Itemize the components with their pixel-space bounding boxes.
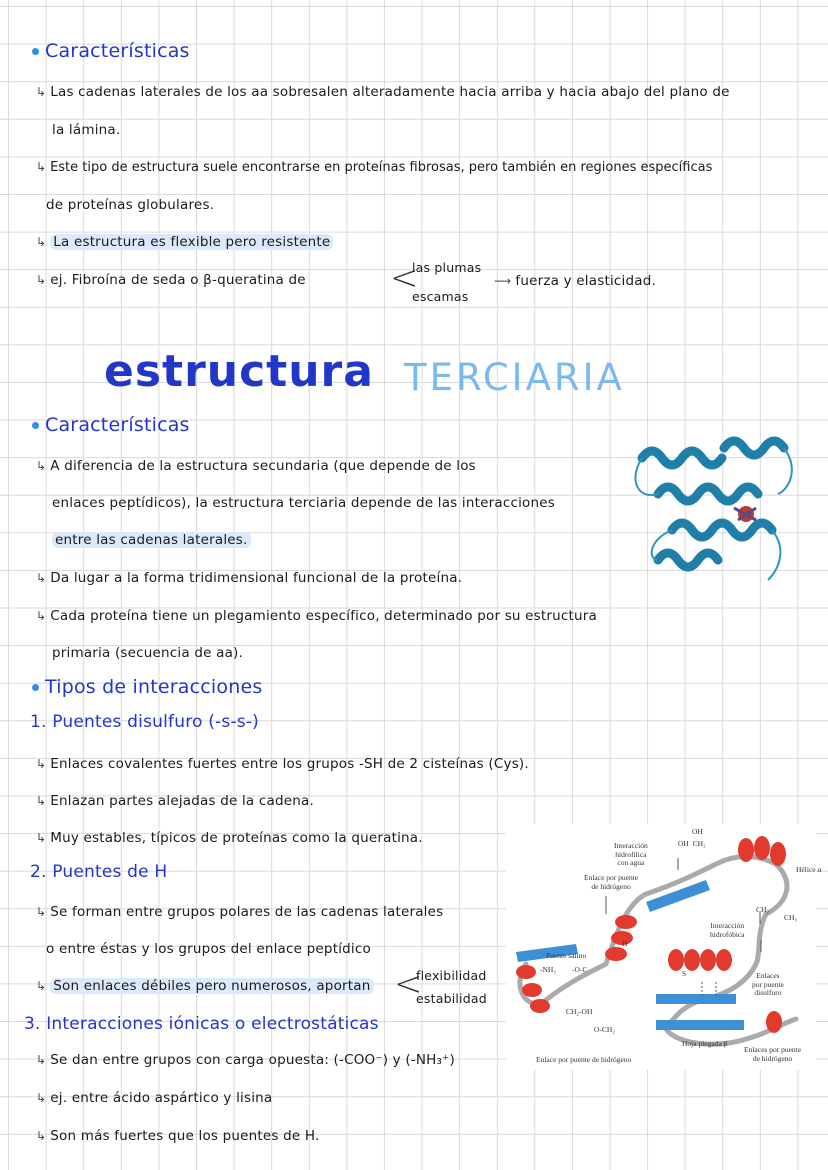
arrow-icon: ↳ xyxy=(36,794,47,808)
interactions-figure xyxy=(506,824,822,1070)
ribbon-helix xyxy=(642,451,722,465)
t3-line3: ↳ Son más fuertes que los puentes de H. xyxy=(36,1128,320,1144)
interaction-type-1: 1. Puentes disulfuro (-s-s-) xyxy=(30,712,259,732)
arrow-icon: ↳ xyxy=(36,571,47,585)
label-hbond-top: Enlace por puente de hidrógeno xyxy=(584,873,639,891)
t2-line1: ↳ Se forman entre grupos polares de las cadenas laterales xyxy=(36,904,444,920)
section2-line6: primaria (secuencia de aa). xyxy=(52,645,244,661)
helix-coil xyxy=(716,949,732,971)
brace-top-text: flexibilidad xyxy=(416,968,487,983)
section2-line5: ↳ Cada proteína tiene un plegamiento específico, determinado por su estructura xyxy=(36,608,598,624)
section1-heading: Características xyxy=(32,40,190,62)
section1-line6: ↳ ej. Fibroína de seda o β-queratina de xyxy=(36,272,306,288)
arrow-icon: ↳ xyxy=(36,160,47,174)
arrow-icon: ↳ xyxy=(36,979,47,993)
helix-coil xyxy=(605,947,627,961)
helix-coil xyxy=(770,842,786,866)
section1-line1: ↳ Las cadenas laterales de los aa sobresalen alteradamente hacia arriba y hacia abajo del plano de xyxy=(36,84,730,100)
section2-line3: entre las cadenas laterales. xyxy=(52,532,251,548)
section2-line1: ↳ A diferencia de la estructura secundaria (que depende de los xyxy=(36,458,476,474)
brace-result: ⟶ fuerza y elasticidad. xyxy=(494,273,656,289)
section1-line5: ↳ La estructura es flexible pero resistente xyxy=(36,234,333,250)
helix-coil xyxy=(522,983,542,997)
label-sheet: Hoja plegada β xyxy=(682,1039,728,1048)
arrow-icon: ↳ xyxy=(36,905,47,919)
helix-coil xyxy=(754,836,770,860)
helix-coil xyxy=(700,949,716,971)
page-title: estructura xyxy=(104,346,374,397)
beta-strand xyxy=(656,994,736,1004)
label-ch2oh: CH₂-OH xyxy=(566,1007,593,1016)
section1-line4: de proteínas globulares. xyxy=(46,197,215,213)
arrow-icon: ↳ xyxy=(36,1091,47,1105)
label-coo: -O-C xyxy=(572,965,588,974)
section3-heading: Tipos de interacciones xyxy=(32,676,262,698)
arrow-icon: ↳ xyxy=(36,459,47,473)
helix-group xyxy=(516,836,786,1033)
arrow-right-icon: ⟶ xyxy=(494,274,512,288)
arrow-icon: ↳ xyxy=(36,831,47,845)
beta-strand xyxy=(656,1020,744,1030)
label-h: H xyxy=(622,939,628,948)
section1-line2: la lámina. xyxy=(52,122,121,138)
bullet-dot-icon xyxy=(32,48,39,55)
ribbon-helix xyxy=(658,553,718,567)
label-hydrophobic: Interacción hidrofóbica xyxy=(710,921,745,939)
label-hydrophilic: Interacción hidrofílica con agua xyxy=(614,841,648,868)
helix-coil xyxy=(668,949,684,971)
t2-line3: ↳ Son enlaces débiles pero numerosos, aportan xyxy=(36,978,374,994)
section2-heading: Características xyxy=(32,414,190,436)
label-helix: Hélice α xyxy=(796,865,822,874)
dashed-bond xyxy=(702,982,716,996)
t1-line3: ↳ Muy estables, típicos de proteínas como la queratina. xyxy=(36,830,423,846)
interaction-type-3: 3. Interacciones iónicas o electrostáticas xyxy=(24,1014,379,1034)
label-och2: O-CH₂ xyxy=(594,1025,615,1034)
ribbon-loop xyxy=(768,530,780,580)
brace-icon: < xyxy=(390,258,419,298)
page-title-secondary: TERCIARIA xyxy=(404,356,625,399)
label-oh-ch2: OH CH₂ xyxy=(678,839,706,848)
arrow-icon: ↳ xyxy=(36,757,47,771)
interaction-type-2: 2. Puentes de H xyxy=(30,862,168,882)
brace-bottom-text: escamas xyxy=(412,289,469,304)
t3-line1: ↳ Se dan entre grupos con carga opuesta: (-COO⁻) y (-NH₃⁺) xyxy=(36,1052,455,1068)
label-ch2: CH₂ xyxy=(756,905,770,914)
ribbon-loop xyxy=(635,458,658,495)
section2-line4: ↳ Da lugar a la forma tridimensional funcional de la proteína. xyxy=(36,570,463,586)
section1-line3: ↳ Este tipo de estructura suele encontrarse en proteínas fibrosas, pero también en regiones específicas xyxy=(36,160,713,175)
t3-line2: ↳ ej. entre ácido aspártico y lisina xyxy=(36,1090,273,1106)
helix-coil xyxy=(530,999,550,1013)
label-hbond-bottom: Enlace por puente de hidrógeno xyxy=(536,1055,632,1064)
brace-bottom-text: estabilidad xyxy=(416,991,487,1006)
brace-top-text: las plumas xyxy=(412,260,482,275)
bullet-dot-icon xyxy=(32,684,39,691)
bullet-dot-icon xyxy=(32,422,39,429)
arrow-icon: ↳ xyxy=(36,85,47,99)
ribbon-loop xyxy=(778,448,792,494)
label-disulfide: Enlaces por puente disulfuro xyxy=(752,971,784,998)
label-hbond-right: Enlaces por puente de hidrógeno xyxy=(744,1045,802,1063)
label-salt: Puente salino xyxy=(546,951,587,960)
beta-strand xyxy=(646,880,710,912)
helix-coil xyxy=(516,965,536,979)
section2-line2: enlaces peptídicos), la estructura terciaria depende de las interacciones xyxy=(52,495,555,511)
helix-coil xyxy=(766,1011,782,1033)
ribbon-helix xyxy=(724,441,784,455)
ribbon-helix xyxy=(672,523,772,537)
brace-icon: < xyxy=(394,964,423,1004)
arrow-icon: ↳ xyxy=(36,235,47,249)
t1-line2: ↳ Enlazan partes alejadas de la cadena. xyxy=(36,793,314,809)
helix-coil xyxy=(684,949,700,971)
t2-line2: o entre éstas y los grupos del enlace peptídico xyxy=(46,941,371,957)
label-oh: OH xyxy=(692,827,703,836)
t1-line1: ↳ Enlaces covalentes fuertes entre los grupos -SH de 2 cisteínas (Cys). xyxy=(36,756,529,772)
label-nh3: -NH₃ xyxy=(540,965,556,974)
label-ch3: CH₃ xyxy=(784,913,798,922)
helix-coil xyxy=(738,838,754,862)
arrow-icon: ↳ xyxy=(36,1129,47,1143)
arrow-icon: ↳ xyxy=(36,273,47,287)
interactions-diagram xyxy=(506,824,816,1070)
helix-coil xyxy=(615,915,637,929)
arrow-icon: ↳ xyxy=(36,1053,47,1067)
arrow-icon: ↳ xyxy=(36,609,47,623)
protein-ribbon-figure xyxy=(628,430,800,592)
label-s: S xyxy=(682,969,687,978)
ribbon-helix xyxy=(658,487,758,501)
